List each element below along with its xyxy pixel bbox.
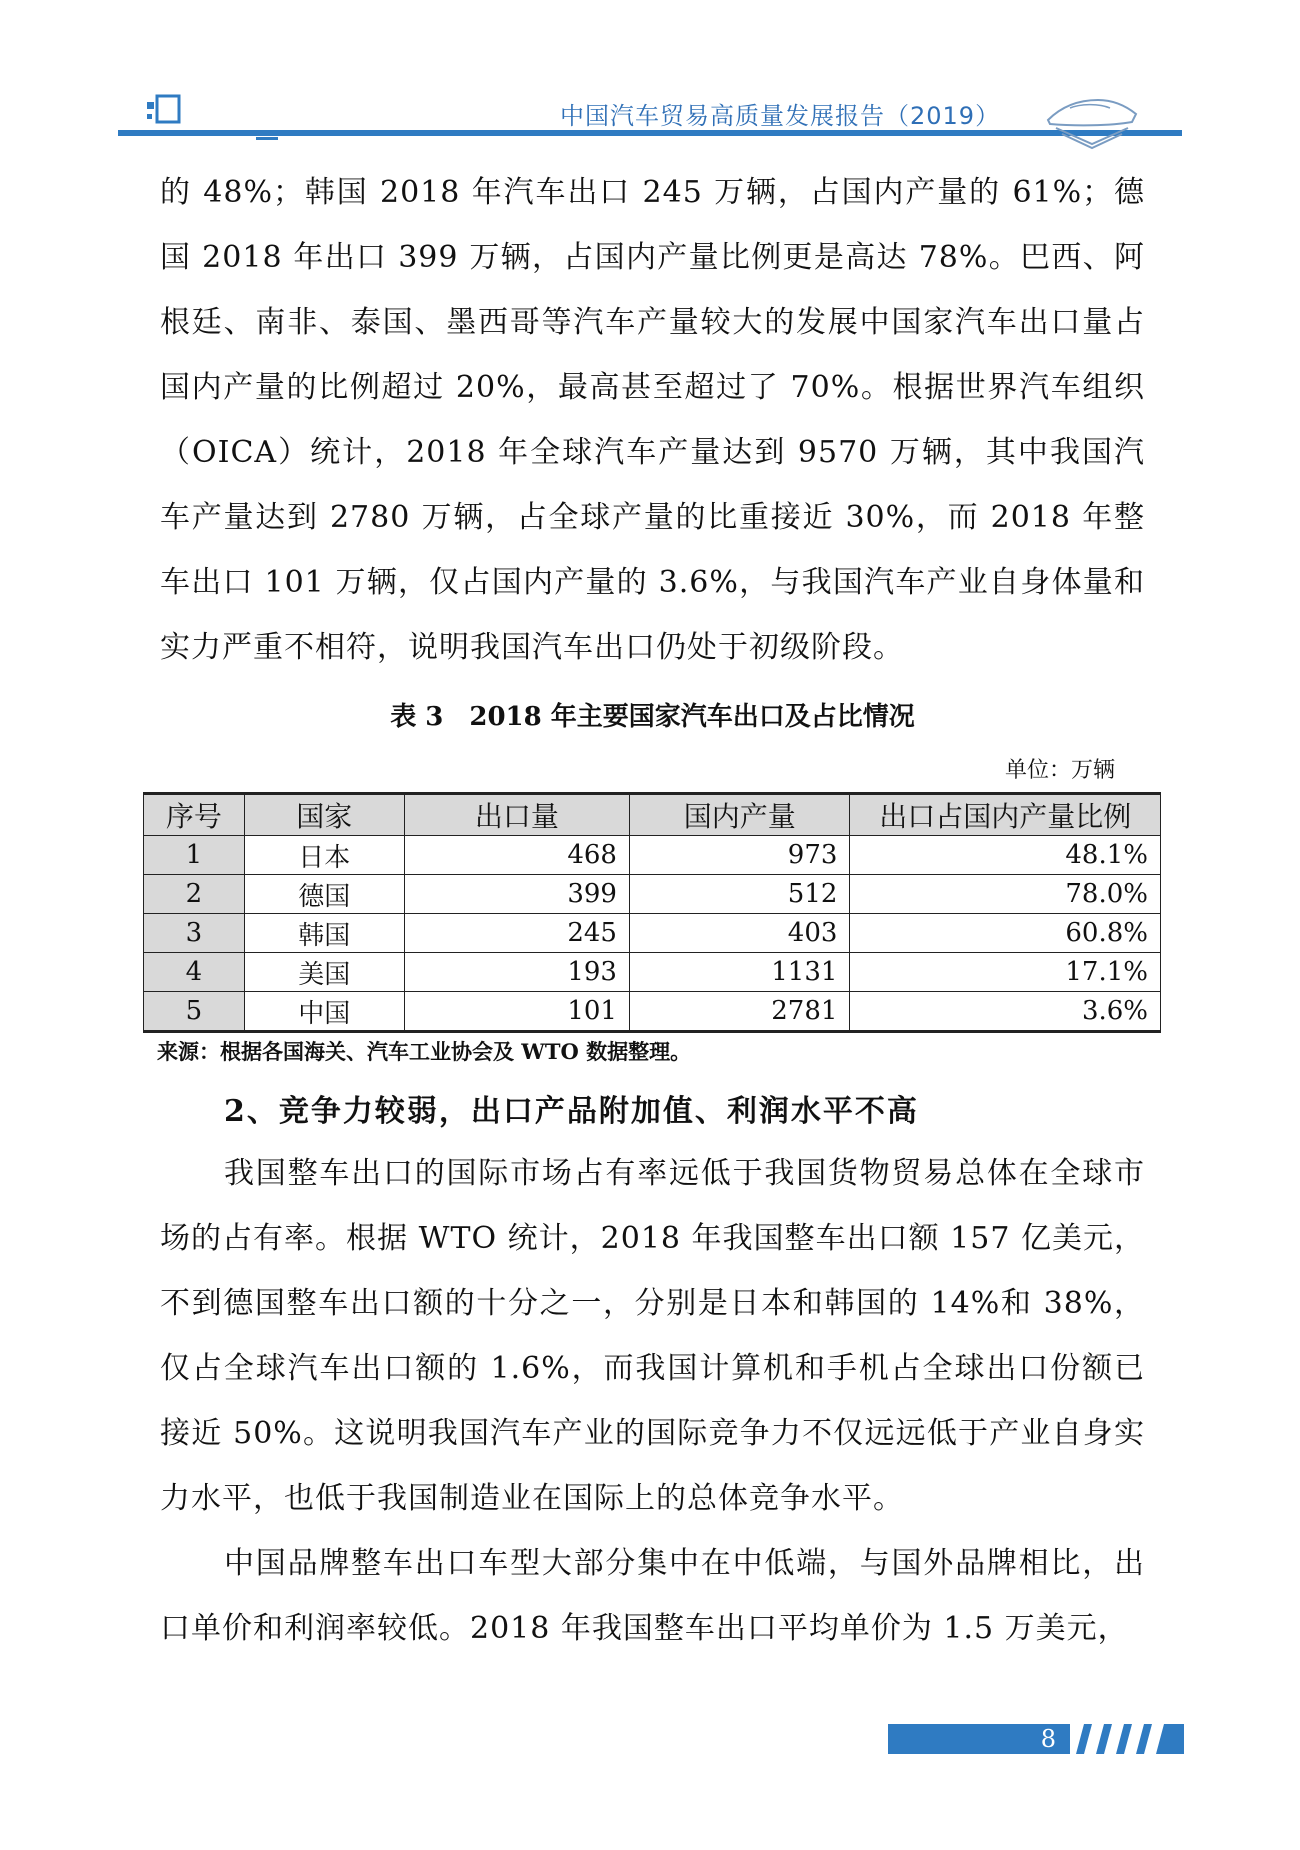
table-row bbox=[144, 953, 1161, 992]
cell-country: 中国 bbox=[244, 992, 404, 1032]
cell-index: 1 bbox=[144, 836, 245, 875]
body-paragraph-1: 的 48%；韩国 2018 年汽车出口 245 万辆，占国内产量的 61%；德国 2018 年出口 399 万辆，占国内产量比例更是高达 78%。巴西、阿根廷、南非、泰国、墨西哥等汽车产量较大的发展中国家汽车出口量占国内产量的比例超过 20%，最高甚至超过了 70%。根据世界汽车组织（OICA）统计，2018 年全球汽车产量达到 9570 万辆，其中我国汽车产量达到 2780 万辆，占全球产量的比重接近 30%，而 2018 年整车出口 101 万辆，仅占国内产量的 3.6%，与我国汽车产业自身体量和实力严重不相符，说明我国汽车出口仍处于初级阶段。 bbox=[160, 175, 1145, 665]
cell-index: 3 bbox=[144, 914, 245, 953]
logo-icon bbox=[143, 92, 183, 126]
cell-index: 4 bbox=[144, 953, 245, 992]
cell-index: 5 bbox=[144, 992, 245, 1032]
cell-domestic-production: 2781 bbox=[629, 992, 849, 1032]
page-content bbox=[157, 160, 1148, 1661]
header-export-volume: 出口量 bbox=[404, 794, 629, 836]
header-export-ratio: 出口占国内产量比例 bbox=[850, 794, 1161, 836]
header-rule-accent bbox=[256, 137, 278, 140]
car-icon bbox=[1040, 86, 1144, 152]
table-row bbox=[144, 914, 1161, 953]
body-paragraph-2: 我国整车出口的国际市场占有率远低于我国货物贸易总体在全球市场的占有率。根据 WTO 统计，2018 年我国整车出口额 157 亿美元，不到德国整车出口额的十分之一，分别是日本和韩国的 14%和 38%，仅占全球汽车出口额的 1.6%，而我国计算机和手机占全球出口份额已接近 50%。这说明我国汽车产业的国际竞争力不仅远远低于产业自身实力水平，也低于我国制造业在国际上的总体竞争水平。 bbox=[160, 1156, 1145, 1516]
cell-country: 韩国 bbox=[244, 914, 404, 953]
cell-export-ratio: 78.0% bbox=[850, 875, 1161, 914]
table-header-row bbox=[144, 794, 1161, 836]
cell-domestic-production: 973 bbox=[629, 836, 849, 875]
header-title: 中国汽车贸易高质量发展报告（2019） bbox=[560, 102, 1001, 130]
cell-export-ratio: 3.6% bbox=[850, 992, 1161, 1032]
cell-country: 德国 bbox=[244, 875, 404, 914]
table-row bbox=[144, 875, 1161, 914]
cell-domestic-production: 1131 bbox=[629, 953, 849, 992]
table-unit: 单位：万辆 bbox=[1004, 758, 1115, 783]
table-source-note: 来源：根据各国海关、汽车工业协会及 WTO 数据整理。 bbox=[157, 1039, 692, 1064]
cell-export-volume: 245 bbox=[404, 914, 629, 953]
cell-export-volume: 193 bbox=[404, 953, 629, 992]
cell-country: 美国 bbox=[244, 953, 404, 992]
cell-export-volume: 468 bbox=[404, 836, 629, 875]
table-row bbox=[144, 992, 1161, 1032]
body-paragraph-3: 中国品牌整车出口车型大部分集中在中低端，与国外品牌相比，出口单价和利润率较低。2018 年我国整车出口平均单价为 1.5 万美元， bbox=[160, 1546, 1145, 1646]
header-domestic-production: 国内产量 bbox=[629, 794, 849, 836]
header-index: 序号 bbox=[144, 794, 245, 836]
cell-export-ratio: 60.8% bbox=[850, 914, 1161, 953]
cell-country: 日本 bbox=[244, 836, 404, 875]
section-heading: 2、竞争力较弱，出口产品附加值、利润水平不高 bbox=[224, 1094, 919, 1129]
cell-domestic-production: 512 bbox=[629, 875, 849, 914]
header-rule bbox=[118, 130, 1182, 136]
footer-stripes bbox=[1068, 1724, 1184, 1754]
cell-domestic-production: 403 bbox=[629, 914, 849, 953]
cell-export-volume: 399 bbox=[404, 875, 629, 914]
cell-export-ratio: 48.1% bbox=[850, 836, 1161, 875]
header-country: 国家 bbox=[244, 794, 404, 836]
table-row bbox=[144, 836, 1161, 875]
page-number: 8 bbox=[1040, 1725, 1056, 1753]
export-table bbox=[143, 792, 1161, 1033]
table-title: 表 3 2018 年主要国家汽车出口及占比情况 bbox=[390, 702, 915, 732]
page-footer bbox=[0, 1722, 1300, 1762]
cell-export-ratio: 17.1% bbox=[850, 953, 1161, 992]
page-header bbox=[0, 0, 1300, 160]
cell-export-volume: 101 bbox=[404, 992, 629, 1032]
cell-index: 2 bbox=[144, 875, 245, 914]
